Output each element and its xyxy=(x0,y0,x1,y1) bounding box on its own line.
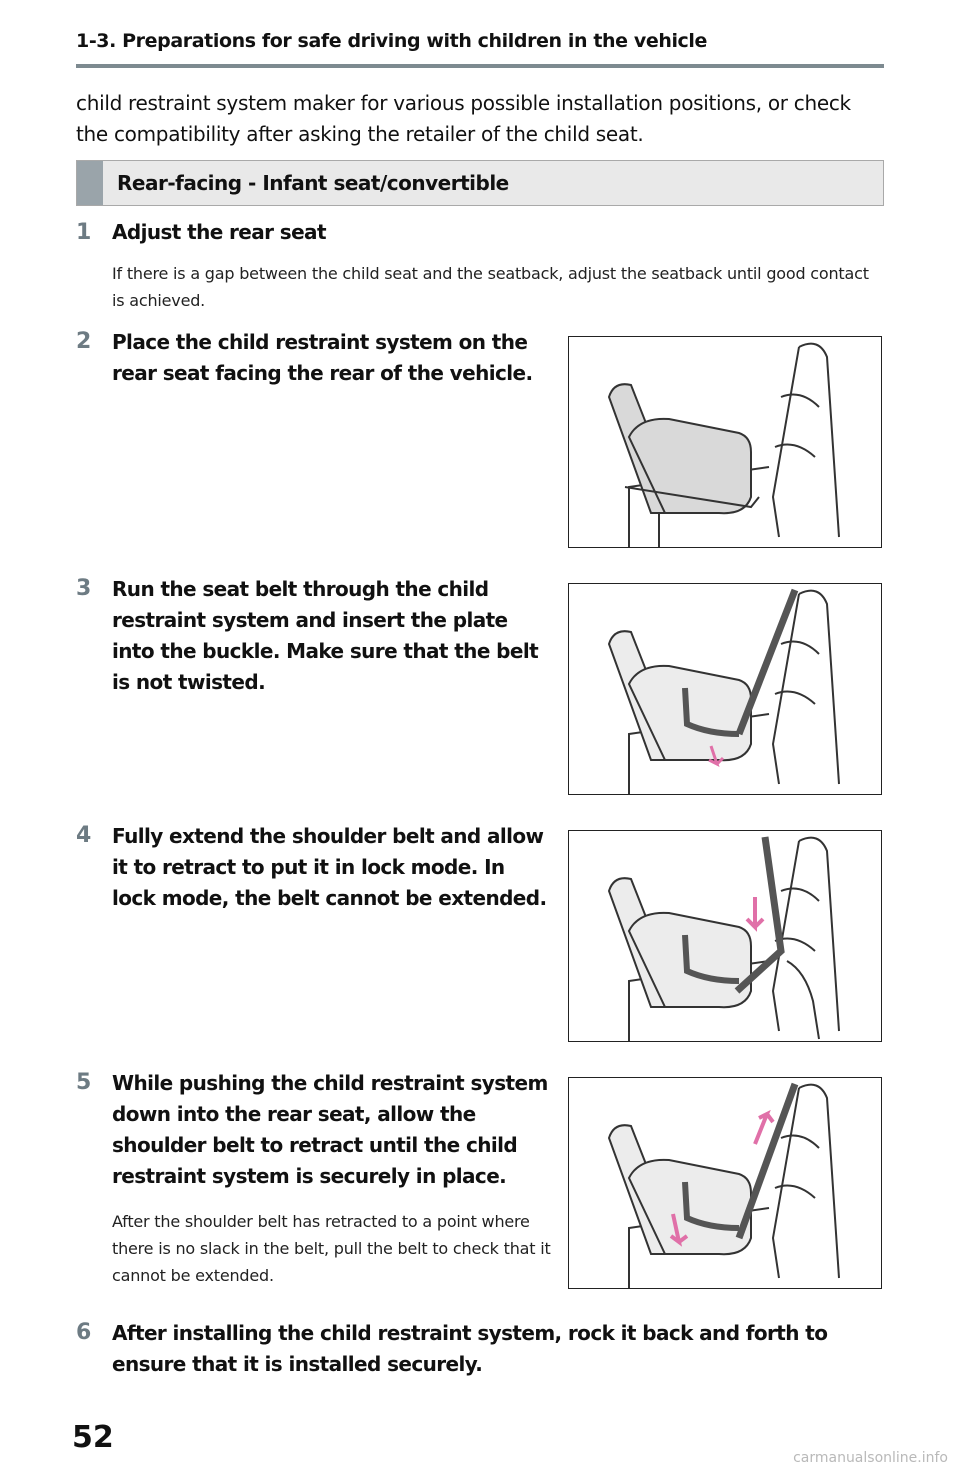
illustration-step-4 xyxy=(568,830,882,1042)
page-number: 52 xyxy=(72,1420,114,1455)
step-2-title: Place the child restraint system on the rear seat facing the rear of the vehicle. xyxy=(112,330,533,385)
illustration-step-5 xyxy=(568,1077,882,1289)
watermark: carmanualsonline.info xyxy=(793,1450,948,1466)
section-title: Rear-facing - Infant seat/convertible xyxy=(117,171,509,195)
step-5-title: While pushing the child restraint system down into the rear seat, allow the shoulder belt to retract until the child restraint system is securely in place. xyxy=(112,1071,548,1188)
step-1-note: If there is a gap between the child seat and the seatback, adjust the seatback until good contact is achieved. xyxy=(112,264,869,310)
header-rule xyxy=(76,64,884,68)
step-1-title: Adjust the rear seat xyxy=(112,220,326,244)
illustration-step-3 xyxy=(568,583,882,795)
step-5-number: 5 xyxy=(76,1070,92,1095)
section-heading xyxy=(76,160,884,206)
step-2-number: 2 xyxy=(76,329,92,354)
intro-paragraph: child restraint system maker for various possible installation positions, or check the compatibility after asking the retailer of the child seat. xyxy=(76,91,851,146)
step-6-number: 6 xyxy=(76,1320,92,1345)
step-6-title: After installing the child restraint system, rock it back and forth to ensure that it is installed securely. xyxy=(112,1321,828,1376)
illustration-step-2 xyxy=(568,336,882,548)
section-tab xyxy=(77,161,103,205)
step-3-title: Run the seat belt through the child restraint system and insert the plate into the buckle. Make sure that the belt is not twisted. xyxy=(112,577,539,694)
header-title: 1-3. Preparations for safe driving with children in the vehicle xyxy=(76,30,708,52)
step-3-number: 3 xyxy=(76,576,92,601)
step-4-number: 4 xyxy=(76,823,92,848)
step-4-title: Fully extend the shoulder belt and allow it to retract to put it in lock mode. In lock mode, the belt cannot be extended. xyxy=(112,824,547,910)
step-1-number: 1 xyxy=(76,220,92,245)
step-5-note: After the shoulder belt has retracted to a point where there is no slack in the belt, pull the belt to check that it cannot be extended. xyxy=(112,1212,551,1285)
